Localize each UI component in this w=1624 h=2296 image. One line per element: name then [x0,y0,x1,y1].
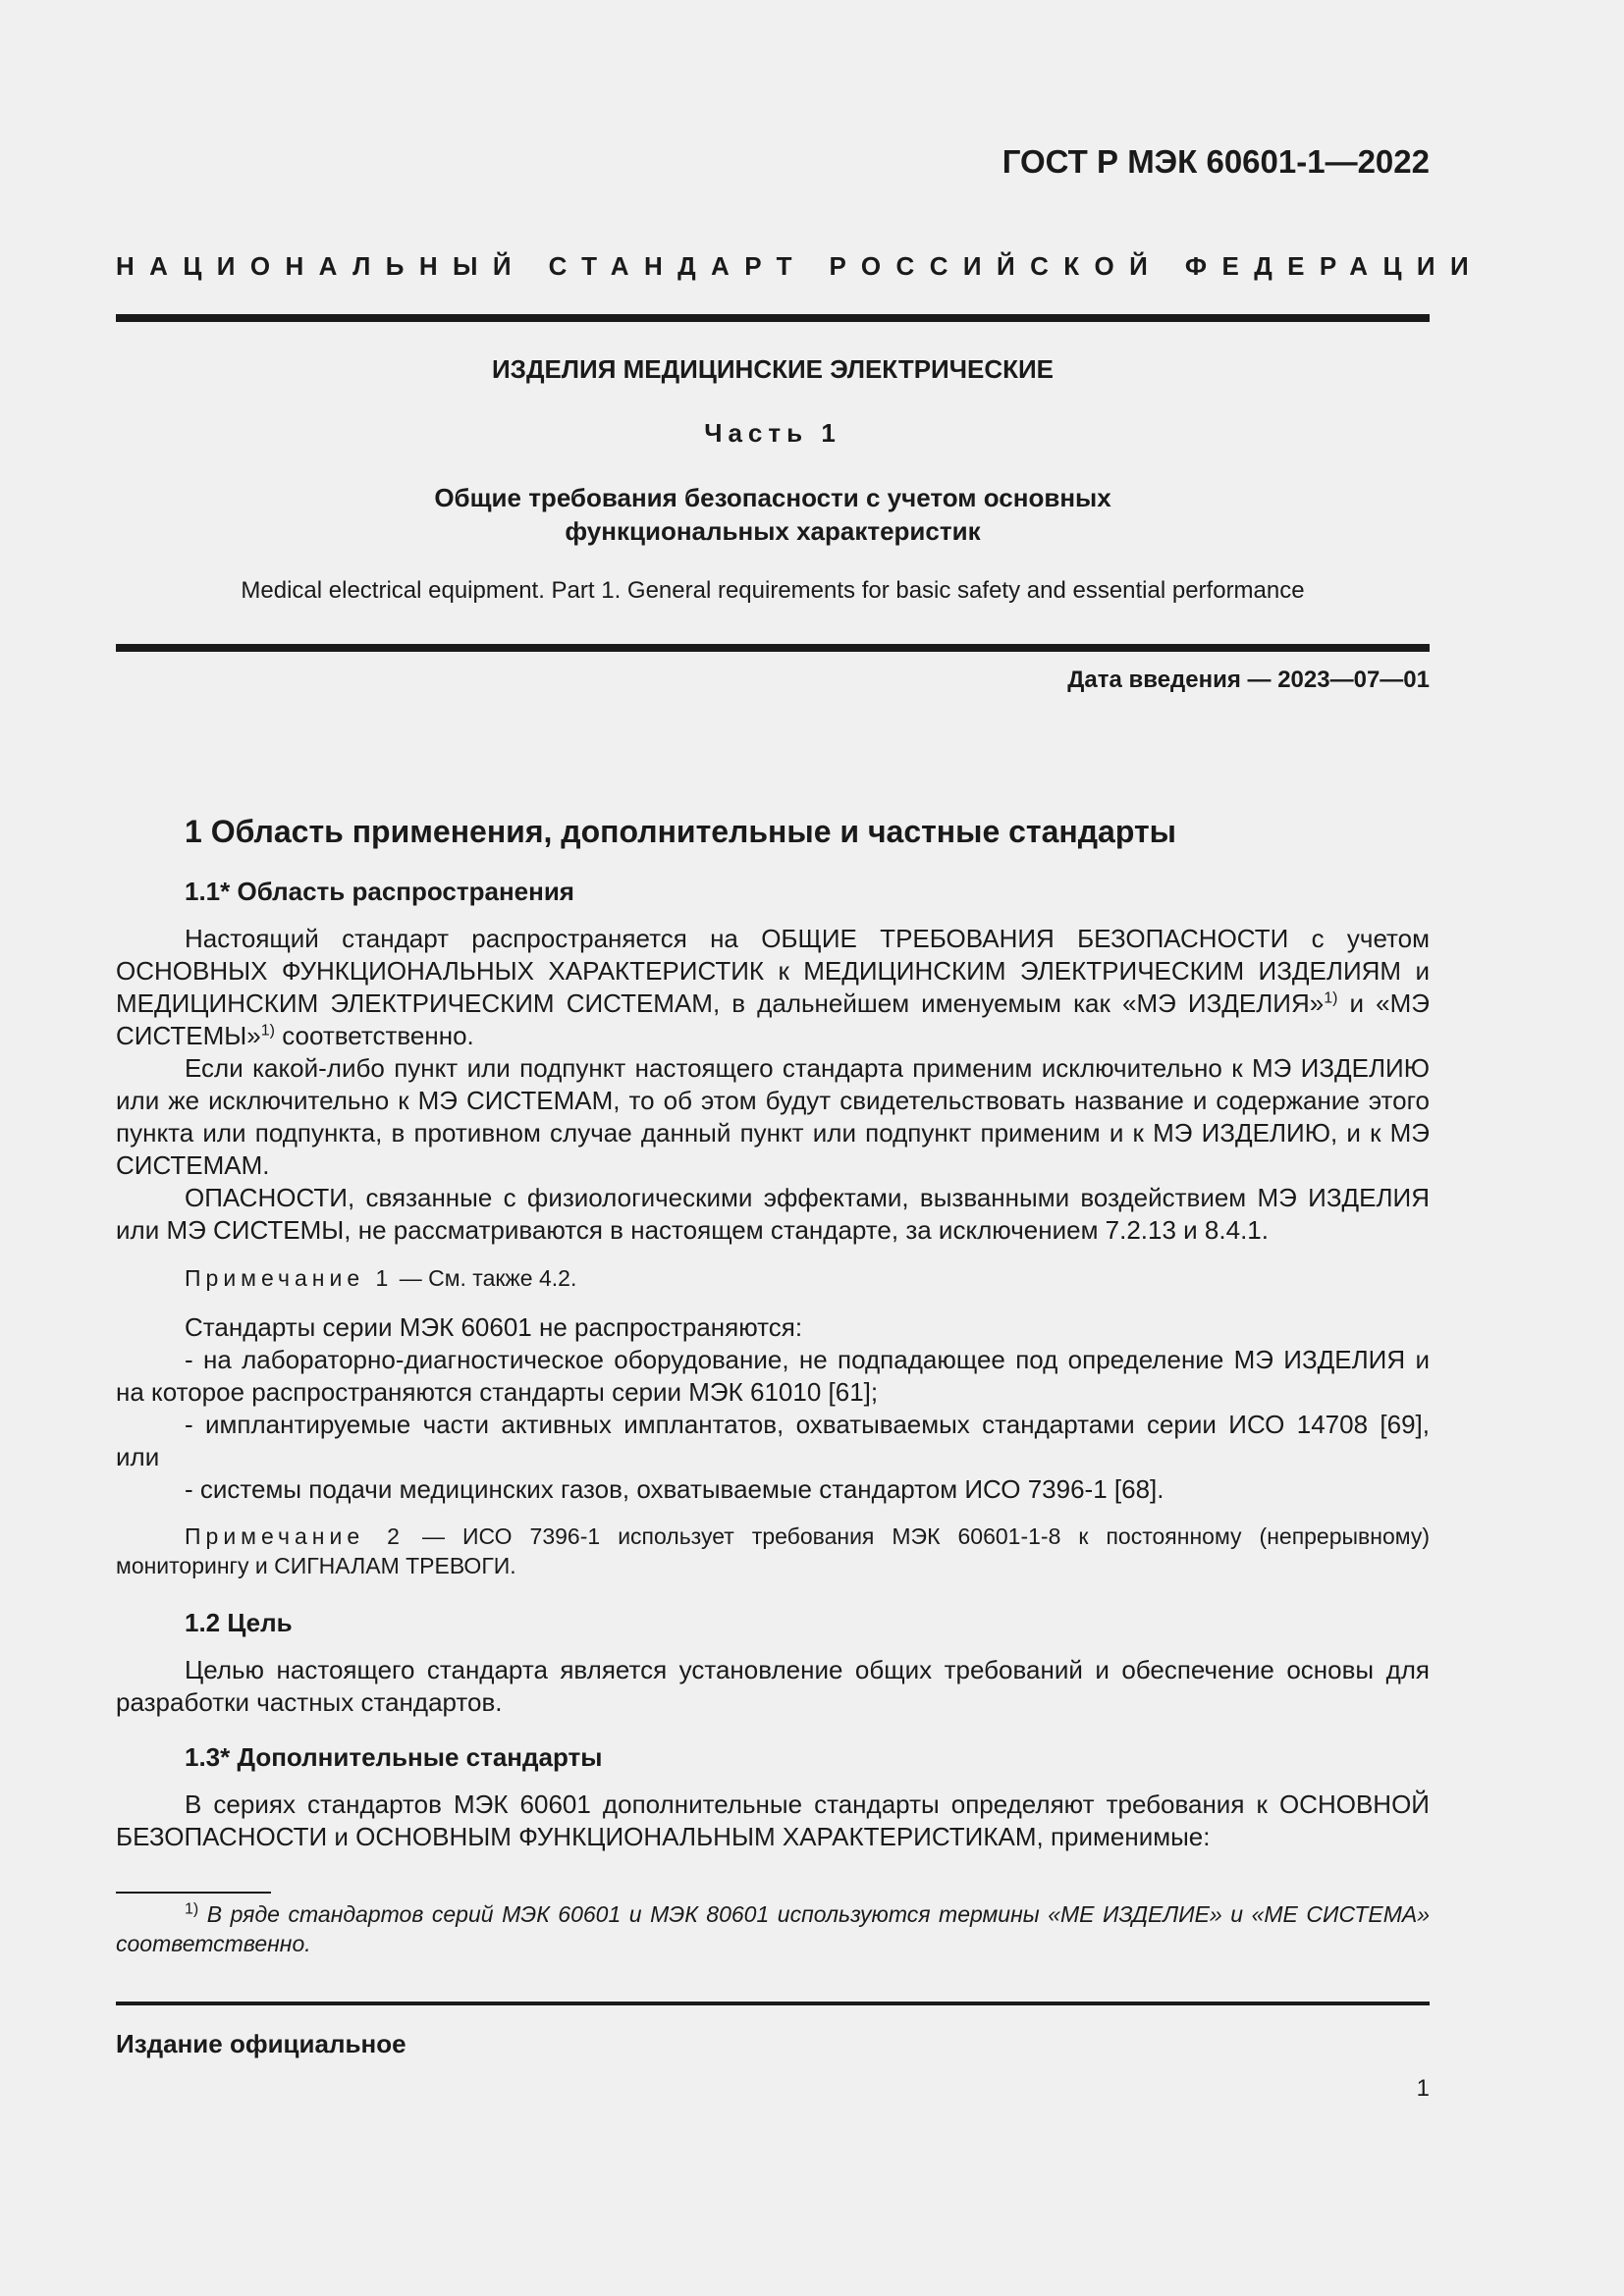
paragraph-1: Настоящий стандарт распространяется на ОБЩИЕ ТРЕБОВАНИЯ БЕЗОПАСНОСТИ с учетом ОСНОВНЫХ ФУНКЦИОНАЛЬНЫХ ХАРАКТЕРИСТИК к МЕДИЦИНСКИМ ЭЛЕКТРИЧЕСКИМ ИЗДЕЛИЯМ и МЕДИЦИНСКИМ ЭЛЕКТРИЧЕСКИМ СИСТЕМАМ, в дальнейшем именуемым как «МЭ ИЗДЕЛИЯ»$^{1)}$ и «МЭ СИСТЕМЫ»$^{1)}$ соответственно. [116,924,1430,1050]
footnote [116,1899,1430,1958]
note-2-label: Примечание 2 [185,1523,405,1549]
footnote-ref: 1) [1324,989,1338,1007]
header-rule [116,314,1430,322]
footer-rule [116,2002,1430,2005]
organization-header: НАЦИОНАЛЬНЫЙ СТАНДАРТ РОССИЙСКОЙ ФЕДЕРАЦИИ [116,251,1485,281]
paragraph-3: ОПАСНОСТИ, связанные с физиологическими эффектами, вызванными воздействием МЭ ИЗДЕЛИЯ или МЭ СИСТЕМЫ, не рассматриваются в настоящем стандарте, за исключением 7.2.13 и 8.4.1. [116,1183,1430,1245]
subtitle-line-1: Общие требования безопасности с учетом основных [434,483,1111,512]
english-title: Medical electrical equipment. Part 1. General requirements for basic safety and essential performance [241,577,1305,604]
paragraph-4: Стандарты серии МЭК 60601 не распространяются: [185,1312,803,1342]
footnote-text: В ряде стандартов серий МЭК 60601 и МЭК 80601 используются термины «МЕ ИЗДЕЛИЕ» и «МЕ СИСТЕМА» соответственно. [116,1901,1430,1956]
subtitle-line-2: функциональных характеристик [565,516,981,546]
note-1 [116,1263,1430,1293]
section-1-3-body [116,1789,1430,1853]
document-subtitle [116,481,1430,548]
footnote-marker: 1) [185,1900,199,1918]
standard-designation: ГОСТ Р МЭК 60601-1—2022 [1001,143,1430,180]
list-item: - на лабораторно-диагностическое оборудование, не подпадающее под определение МЭ ИЗДЕЛИЯ и на которое распространяются стандарты серии МЭК 61010 [61]; [116,1345,1430,1407]
note-1-label: Примечание 1 [185,1265,394,1291]
section-1-2-heading: 1.2 Цель [185,1608,293,1637]
title-rule [116,644,1430,652]
note-2 [116,1522,1430,1580]
note-1-text: — См. также 4.2. [393,1265,577,1291]
paragraph-5: Целью настоящего стандарта является установление общих требований и обеспечение основы для разработки частных стандартов. [116,1655,1430,1717]
section-1-1-heading: 1.1* Область распространения [185,877,574,906]
footnote-ref: 1) [260,1022,275,1040]
exclusions-block [116,1311,1430,1506]
paragraph-6: В сериях стандартов МЭК 60601 дополнительные стандарты определяют требования к ОСНОВНОЙ БЕЗОПАСНОСТИ и ОСНОВНЫМ ФУНКЦИОНАЛЬНЫМ ХАРАКТЕРИСТИКАМ, применимые: [116,1789,1430,1851]
section-1-3-heading: 1.3* Дополнительные стандарты [185,1742,603,1772]
section-1-2-body [116,1654,1430,1719]
edition-label: Издание официальное [116,2029,406,2058]
part-label: Часть 1 [704,418,841,448]
paragraph-2: Если какой-либо пункт или подпункт настоящего стандарта применим исключительно к МЭ ИЗДЕЛИЮ или же исключительно к МЭ СИСТЕМАМ, то об этом будут свидетельствовать название и содержание этого пункта или подпункта, в противном случае данный пункт или подпункт применим и к МЭ ИЗДЕЛИЮ, и к МЭ СИСТЕМАМ. [116,1053,1430,1180]
list-item: - системы подачи медицинских газов, охватываемые стандартом ИСО 7396-1 [68]. [185,1474,1164,1504]
introduction-date: Дата введения — 2023—07—01 [1067,667,1430,693]
page-number: 1 [1416,2075,1430,2102]
document-title: ИЗДЕЛИЯ МЕДИЦИНСКИЕ ЭЛЕКТРИЧЕСКИЕ [491,354,1055,384]
footnote-separator [116,1892,271,1894]
note-2-text: — ИСО 7396-1 использует требования МЭК 60601-1-8 к постоянному (непрерывному) мониторингу и СИГНАЛАМ ТРЕВОГИ. [116,1523,1430,1578]
section-1-heading: 1 Область применения, дополнительные и частные стандарты [185,814,1176,849]
section-1-1-body [116,923,1430,1247]
list-item: - имплантируемые части активных имплантатов, охватываемых стандартами серии ИСО 14708 [69], или [116,1410,1430,1471]
